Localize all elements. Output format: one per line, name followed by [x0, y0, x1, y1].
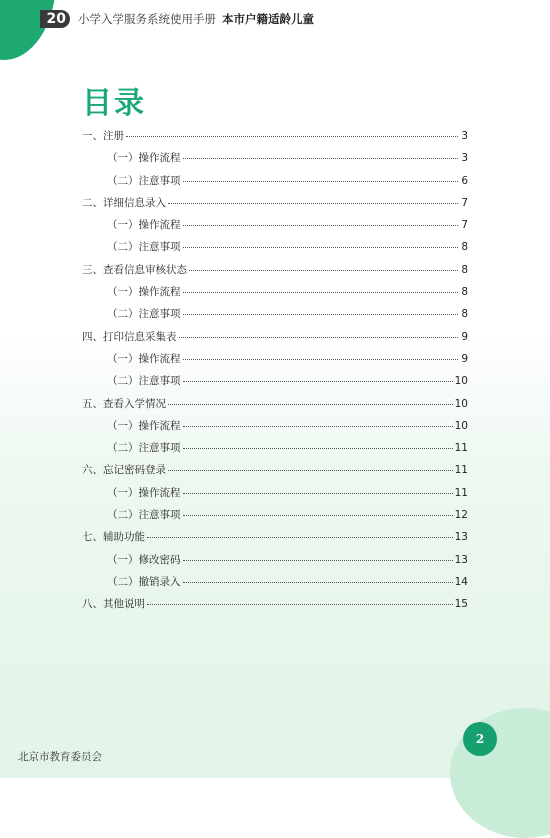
toc-dot-leader	[183, 560, 453, 561]
toc-entry-page-number: 13	[454, 531, 468, 544]
toc-entry-label: （二）注意事项	[107, 174, 181, 187]
toc-entry-page-number: 8	[461, 308, 468, 321]
toc-section-entry[interactable]	[82, 507, 468, 529]
toc-entry-label: （一）操作流程	[107, 352, 181, 365]
toc-section-entry[interactable]	[82, 217, 468, 239]
toc-entry-page-number: 9	[461, 352, 468, 365]
toc-dot-leader	[183, 426, 453, 427]
year-badge: 20	[40, 10, 70, 28]
page-title: 目录	[82, 86, 146, 121]
toc-entry-label: （二）注意事项	[107, 375, 181, 388]
toc-chapter-entry[interactable]	[82, 128, 468, 150]
toc-entry-page-number: 11	[454, 442, 468, 455]
toc-dot-leader	[179, 337, 459, 338]
toc-dot-leader	[183, 314, 459, 315]
toc-section-entry[interactable]	[82, 418, 468, 440]
toc-chapter-entry[interactable]	[82, 329, 468, 351]
toc-section-entry[interactable]	[82, 574, 468, 596]
toc-dot-leader	[168, 404, 453, 405]
toc-dot-leader	[183, 515, 453, 516]
toc-dot-leader	[183, 158, 459, 159]
header-title	[78, 11, 314, 27]
toc-dot-leader	[183, 359, 459, 360]
toc-entry-page-number: 10	[454, 419, 468, 432]
toc-entry-page-number: 8	[461, 263, 468, 276]
toc-entry-page-number: 15	[454, 598, 468, 611]
toc-entry-label: （一）修改密码	[107, 553, 181, 566]
toc-dot-leader	[183, 582, 453, 583]
toc-dot-leader	[147, 537, 453, 538]
toc-entry-page-number: 10	[454, 397, 468, 410]
toc-entry-page-number: 9	[461, 330, 468, 343]
toc-section-entry[interactable]	[82, 485, 468, 507]
toc-entry-label: （一）操作流程	[107, 286, 181, 299]
toc-entry-page-number: 6	[461, 174, 468, 187]
toc-dot-leader	[168, 470, 453, 471]
toc-section-entry[interactable]	[82, 552, 468, 574]
toc-entry-label: 六、忘记密码登录	[82, 464, 166, 477]
toc-dot-leader	[168, 203, 458, 204]
toc-chapter-entry[interactable]	[82, 529, 468, 551]
toc-entry-page-number: 12	[454, 509, 468, 522]
toc-chapter-entry[interactable]	[82, 396, 468, 418]
page-number-badge: 2	[463, 722, 497, 756]
manual-subtitle: 本市户籍适龄儿童	[222, 12, 314, 26]
toc-section-entry[interactable]	[82, 239, 468, 261]
table-of-contents	[82, 128, 468, 619]
toc-dot-leader	[147, 604, 453, 605]
toc-entry-label: （一）操作流程	[107, 486, 181, 499]
toc-entry-page-number: 7	[461, 219, 468, 232]
toc-chapter-entry[interactable]	[82, 596, 468, 618]
toc-entry-label: 一、注册	[82, 130, 124, 142]
toc-entry-page-number: 13	[454, 553, 468, 566]
toc-entry-label: （二）注意事项	[107, 308, 181, 321]
toc-entry-label: 八、其他说明	[82, 598, 145, 611]
toc-entry-page-number: 8	[461, 286, 468, 299]
toc-entry-label: （二）撤销录入	[107, 575, 181, 588]
toc-entry-label: （一）操作流程	[107, 219, 181, 232]
toc-entry-page-number: 14	[454, 575, 468, 588]
toc-section-entry[interactable]	[82, 173, 468, 195]
toc-chapter-entry[interactable]	[82, 262, 468, 284]
toc-dot-leader	[183, 448, 453, 449]
toc-dot-leader	[126, 136, 458, 137]
toc-entry-page-number: 11	[454, 464, 468, 477]
manual-title: 小学入学服务系统使用手册	[78, 12, 216, 26]
toc-dot-leader	[183, 247, 459, 248]
toc-entry-label: 五、查看入学情况	[82, 397, 166, 410]
toc-entry-page-number: 3	[461, 152, 468, 165]
toc-chapter-entry[interactable]	[82, 195, 468, 217]
toc-entry-page-number: 8	[461, 241, 468, 254]
toc-entry-page-number: 11	[454, 486, 468, 499]
toc-section-entry[interactable]	[82, 150, 468, 172]
toc-dot-leader	[183, 493, 453, 494]
toc-entry-page-number: 7	[461, 196, 468, 209]
toc-section-entry[interactable]	[82, 351, 468, 373]
toc-dot-leader	[183, 381, 453, 382]
toc-dot-leader	[183, 181, 459, 182]
toc-entry-label: 四、打印信息采集表	[82, 330, 177, 343]
toc-section-entry[interactable]	[82, 373, 468, 395]
page-header	[0, 9, 550, 31]
toc-chapter-entry[interactable]	[82, 462, 468, 484]
toc-section-entry[interactable]	[82, 440, 468, 462]
toc-dot-leader	[183, 225, 459, 226]
footer-organization: 北京市教育委员会	[18, 751, 102, 763]
toc-entry-label: （二）注意事项	[107, 442, 181, 455]
toc-section-entry[interactable]	[82, 306, 468, 328]
toc-entry-label: （一）操作流程	[107, 419, 181, 432]
toc-entry-page-number: 10	[454, 375, 468, 388]
toc-entry-label: （一）操作流程	[107, 152, 181, 165]
toc-dot-leader	[189, 270, 458, 271]
toc-dot-leader	[183, 292, 459, 293]
toc-entry-label: 三、查看信息审核状态	[82, 263, 187, 276]
toc-section-entry[interactable]	[82, 284, 468, 306]
corner-decoration-bottom-right	[450, 708, 550, 838]
toc-entry-label: 二、详细信息录入	[82, 196, 166, 209]
toc-entry-label: 七、辅助功能	[82, 531, 145, 544]
toc-entry-label: （二）注意事项	[107, 509, 181, 522]
toc-entry-label: （二）注意事项	[107, 241, 181, 254]
toc-entry-page-number: 3	[461, 130, 468, 142]
